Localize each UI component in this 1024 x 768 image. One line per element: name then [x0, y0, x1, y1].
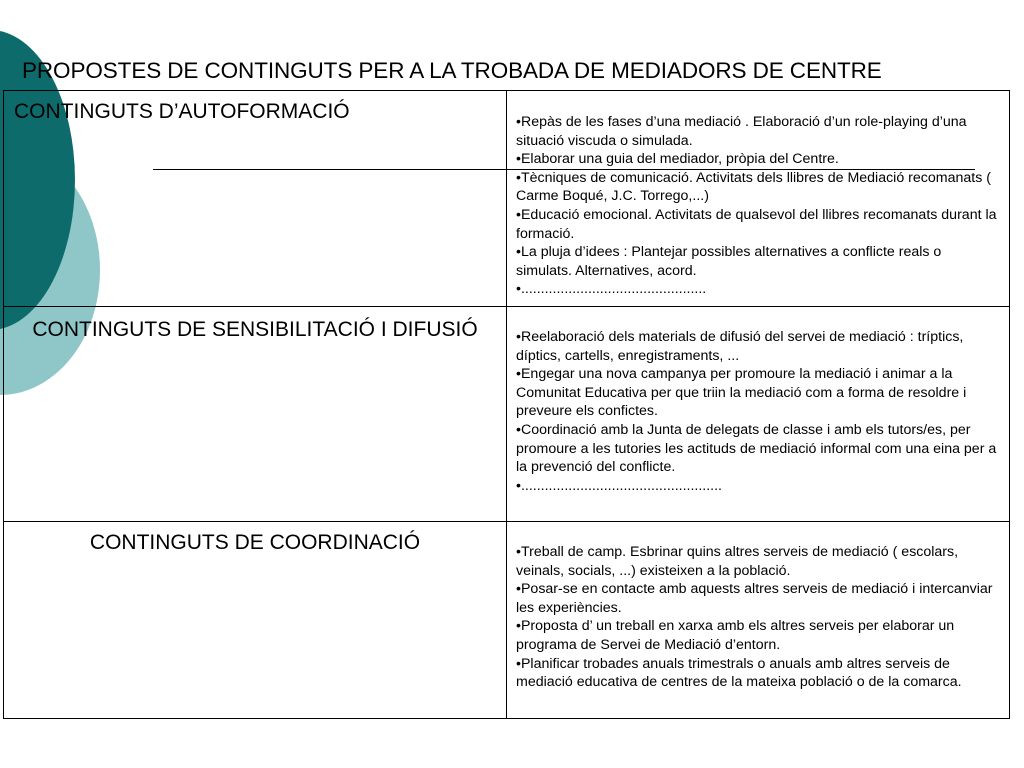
list-item: • Tècniques de comunicació. Activitats dels llibres de Mediació recomanats ( Carme Boqué, J.C. Torrego,...) [516, 169, 1001, 206]
list-item: • Coordinació amb la Junta de delegats de classe i amb els tutors/es, per promoure a les tutories les actituds de mediació informal com una eina per a la prevenció del conflicte. [516, 421, 1001, 477]
list-item: • Elaborar una guia del mediador, pròpia del Centre. [516, 150, 1001, 169]
page-title: PROPOSTES DE CONTINGUTS PER A LA TROBADA DE MEDIADORS DE CENTRE [22, 58, 882, 83]
row-heading: CONTINGUTS D’AUTOFORMACIÓ [14, 100, 350, 123]
list-item: • Proposta d’ un treball en xarxa amb els altres serveis per elaborar un programa de Servei de Mediació d’entorn. [516, 617, 1001, 654]
list-item: • Educació emocional. Activitats de qualsevol del llibres recomanats durant la formació. [516, 206, 1001, 243]
row-items-cell [507, 522, 1010, 719]
horizontal-rule [153, 169, 975, 170]
row-heading-cell [4, 91, 507, 307]
bullet-list [516, 113, 1001, 299]
list-item: • Reelaboració dels materials de difusió del servei de mediació : tríptics, díptics, cartells, enregistraments, ... [516, 328, 1001, 365]
list-item: • Planificar trobades anuals trimestrals o anuals amb altres serveis de mediació educativa de centres de la mateixa població o de la comarca. [516, 655, 1001, 692]
row-heading: CONTINGUTS DE COORDINACIÓ [89, 531, 421, 554]
list-item: • Posar-se en contacte amb aquests altres serveis de mediació i intercanviar les experiències. [516, 580, 1001, 617]
table-row [4, 307, 1010, 522]
list-item: • ................................................... [516, 477, 1001, 496]
list-item: • La pluja d’idees : Plantejar possibles alternatives a conflicte reals o simulats. Alternatives, acord. [516, 243, 1001, 280]
table-row [4, 91, 1010, 307]
list-item: • Treball de camp. Esbrinar quins altres serveis de mediació ( escolars, veinals, socials, ...) existeixen a la població. [516, 543, 1001, 580]
row-heading-cell [4, 307, 507, 522]
list-item: • Engegar una nova campanya per promoure la mediació i animar a la Comunitat Educativa per que triin la mediació com a forma de resoldre i preveure els confictes. [516, 365, 1001, 421]
table-row [4, 522, 1010, 719]
bullet-list [516, 543, 1001, 692]
row-heading-cell [4, 522, 507, 719]
list-item: • ............................................... [516, 280, 1001, 299]
content-table [3, 90, 1010, 719]
row-items-cell [507, 91, 1010, 307]
list-item: • Repàs de les fases d’una mediació . Elaboració d’un role-playing d’una situació viscuda o simulada. [516, 113, 1001, 150]
bullet-list [516, 328, 1001, 495]
row-items-cell [507, 307, 1010, 522]
row-heading: CONTINGUTS DE SENSIBILITACIÓ I DIFUSIÓ [32, 318, 478, 341]
